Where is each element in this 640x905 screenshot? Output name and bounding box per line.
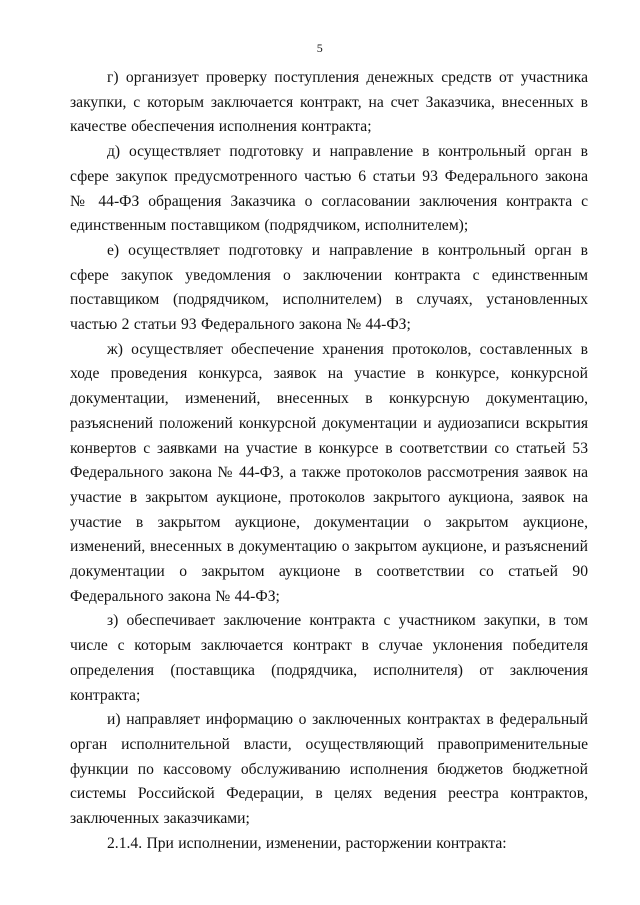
paragraph-i: и) направляет информацию о заключенных контрактах в федеральный орган исполнительной власти, осуществляющий правоприменительные функции по кассовому обслуживанию исполнения бюджетов бюджетной системы Российской Федерации, в целях ведения реестра контрактов, заключенных заказчиками; (70, 711, 588, 828)
paragraph-e: е) осуществляет подготовку и направление в контрольный орган в сфере закупок уведомления о заключении контракта с единственным поставщиком (подрядчиком, исполнителем) в случаях, установленных частью 2 статьи 93 Федерального закона № 44-ФЗ; (70, 241, 588, 334)
document-body (70, 66, 588, 857)
page-number: 5 (316, 41, 324, 55)
paragraph-g: г) организует проверку поступления денежных средств от участника закупки, с которым заключается контракт, на счет Заказчика, внесенных в качестве обеспечения исполнения контракта; (70, 69, 588, 136)
section-heading-2-1-4: 2.1.4. При исполнении, изменении, расторжении контракта: (107, 834, 507, 852)
paragraph-d: д) осуществляет подготовку и направление в контрольный орган в сфере закупок предусмотренного частью 6 статьи 93 Федерального закона № 44-ФЗ обращения Заказчика о согласовании заключения контракта с единственным поставщиком (подрядчиком, исполнителем); (70, 143, 588, 235)
paragraph-zh: ж) осуществляет обеспечение хранения протоколов, составленных в ходе проведения конкурса, заявок на участие в конкурсе, конкурсной документации, изменений, внесенных в конкурсную документацию, разъяснений положений конкурсной документации и аудиозаписи вскрытия конвертов с заявками на участие в конкурсе в соответствии со статьей 53 Федерального закона № 44-ФЗ, а также протоколов рассмотрения заявок на участие в закрытом аукционе, протоколов закрытого аукциона, заявок на участие в закрытом аукционе, документации о закрытом аукционе, изменений, внесенных в документацию о закрытом аукционе, и разъяснений документации о закрытом аукционе в соответствии со статьей 90 Федерального закона № 44-ФЗ; (70, 340, 588, 605)
paragraph-z: з) обеспечивает заключение контракта с участником закупки, в том числе с которым заключается контракт в случае уклонения победителя определения (поставщика (подрядчика, исполнителя) от заключения контракта; (70, 612, 588, 704)
